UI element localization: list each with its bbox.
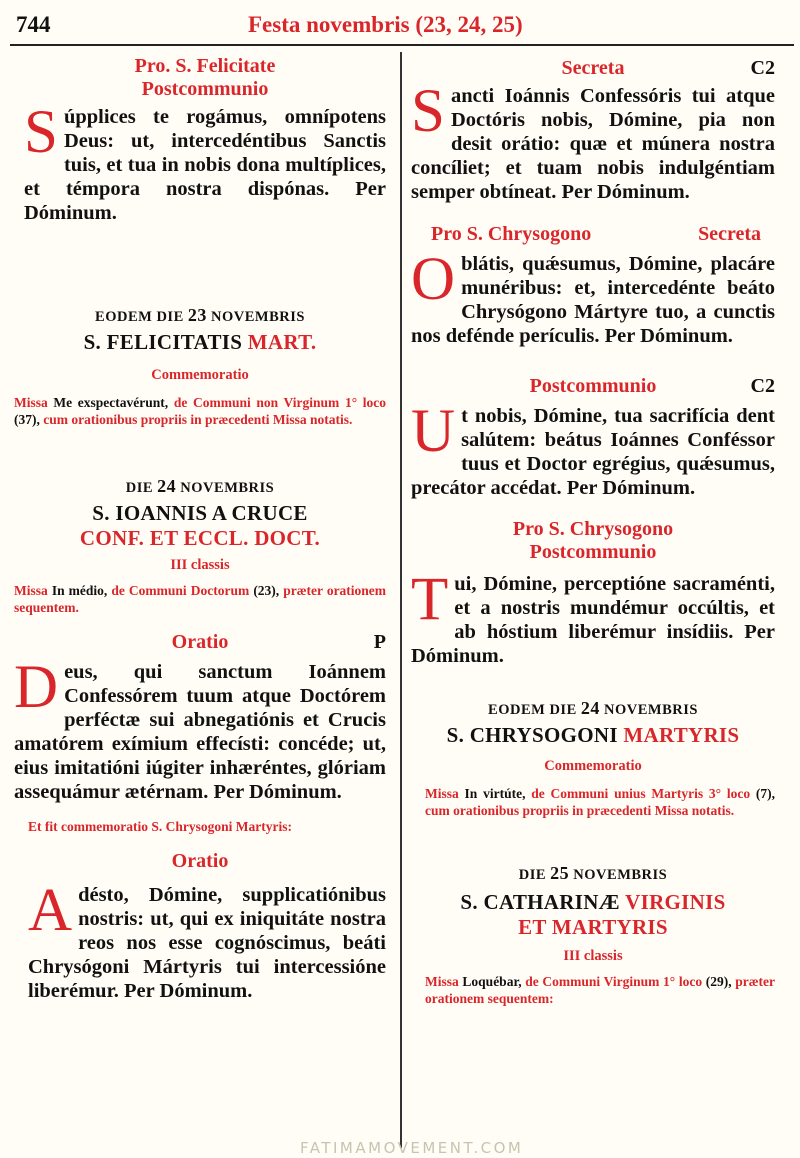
section-title-right: Secreta bbox=[698, 223, 761, 245]
day-month: NOVEMBRIS bbox=[604, 702, 698, 718]
prayer-text bbox=[411, 398, 775, 500]
drop-cap: O bbox=[411, 246, 456, 313]
drop-cap: U bbox=[411, 398, 456, 465]
classis-label: III classis bbox=[170, 557, 230, 573]
feast-name: S. CATHARINÆ bbox=[460, 890, 620, 914]
oratio-section bbox=[14, 630, 386, 804]
section-title: Pro. S. Felicitate bbox=[134, 55, 276, 77]
oratio-title: Oratio bbox=[171, 850, 229, 872]
feast-rank: MARTYRIS bbox=[623, 723, 740, 747]
secreta-title: Secreta bbox=[561, 57, 625, 79]
prayer-body: ui, Dómine, perceptióne sacraménti, et a nostris mundémur occúltis, et ab hóstium liberémur insídiis. Per Dóminum. bbox=[411, 573, 775, 667]
prayer-text bbox=[24, 99, 386, 225]
prayer-text bbox=[411, 78, 775, 204]
watermark: FATIMAMOVEMENT.COM bbox=[300, 1139, 524, 1157]
drop-cap: T bbox=[411, 566, 449, 633]
felicitatis-feast-section bbox=[14, 305, 386, 428]
section-title bbox=[411, 56, 775, 80]
prayer-body: désto, Dómine, supplicatiónibus nostris: ut, qui ex iniquitáte nostra reos nos esse cognóscimus, beáti Chrysógoni Mártyris tui intercessióne liberémur. Per Dóminum. bbox=[28, 884, 386, 1002]
mass-rubric: Missa In virtúte, de Communi unius Martyris 3° loco (7), cum orationibus propriis in præcedenti Missa notatis. bbox=[425, 786, 776, 818]
classis-label: III classis bbox=[563, 948, 623, 964]
feast-title: S. IOANNIS A CRUCE bbox=[92, 501, 308, 525]
chrysogoni-feast-section bbox=[411, 698, 775, 819]
feast-date bbox=[411, 698, 775, 719]
feast-rank: CONF. ET ECCL. DOCT. bbox=[79, 526, 321, 550]
prayer-text bbox=[411, 566, 775, 668]
secreta-chrysogono-section bbox=[411, 222, 775, 348]
mass-rubric: Missa Me exspectavérunt, de Communi non Virginum 1° loco (37), cum orationibus propriis in præcedenti Missa notatis. bbox=[14, 395, 386, 427]
section-title bbox=[14, 630, 386, 654]
section-title bbox=[411, 222, 775, 246]
feast-name: S. CHRYSOGONI bbox=[446, 723, 618, 747]
oratio-chrysogono-section bbox=[14, 849, 386, 1003]
oratio-tag: P bbox=[373, 631, 386, 653]
drop-cap: S bbox=[411, 78, 445, 145]
commemoratio-label: Commemoratio bbox=[544, 758, 642, 774]
section-subtitle: Postcommunio bbox=[529, 541, 657, 563]
day-prefix: DIE bbox=[518, 867, 547, 883]
feast-title bbox=[14, 330, 386, 355]
mass-rubric: Missa In médio, de Communi Doctorum (23), præter orationem sequentem. bbox=[14, 583, 387, 615]
prayer-body: eus, qui sanctum Ioánnem Confessórem tuum atque Doctórem perféctæ sui abnegatiónis et Crucis amatórem exímium effecísti: concéde; ut, eius imitatióni iúgiter inhæréntes, glóriam assequámur ætérnam. Per Dóminum. bbox=[14, 661, 386, 803]
section-subtitle: Postcommunio bbox=[141, 78, 269, 100]
day-prefix: DIE bbox=[125, 480, 154, 496]
oratio-title: Oratio bbox=[171, 631, 229, 653]
drop-cap: A bbox=[28, 877, 73, 944]
column-divider bbox=[400, 52, 402, 1148]
postcommunio-chrysogono-section bbox=[411, 518, 775, 668]
feast-date bbox=[14, 305, 386, 326]
page-header bbox=[0, 0, 800, 44]
day-number: 23 bbox=[187, 305, 207, 325]
feast-rank-2: ET MARTYRIS bbox=[518, 915, 668, 939]
prayer-body: t nobis, Dómine, tua sacrifícia dent salútem: beátus Ioánnes Conféssor tuus et Doctor egrégius, quǽsumus, precátor accédat. Per Dóminum. bbox=[411, 405, 775, 499]
catharinae-feast-section bbox=[411, 863, 775, 1007]
felicitate-postcommunio-section bbox=[14, 55, 386, 225]
day-number: 24 bbox=[580, 698, 600, 718]
feast-date bbox=[411, 863, 775, 884]
day-number: 24 bbox=[157, 476, 177, 496]
header-rule bbox=[10, 44, 794, 46]
postcommunio-section bbox=[411, 374, 775, 500]
day-month: NOVEMBRIS bbox=[573, 867, 668, 883]
prayer-text bbox=[14, 654, 386, 804]
day-number: 25 bbox=[550, 863, 570, 883]
secreta-section bbox=[411, 56, 775, 204]
section-title bbox=[411, 374, 775, 398]
running-title: Festa novembris (23, 24, 25) bbox=[248, 12, 523, 37]
feast-date bbox=[14, 476, 386, 497]
section-title: Pro S. Chrysogono bbox=[512, 518, 674, 540]
drop-cap: S bbox=[24, 99, 58, 166]
section-title bbox=[14, 849, 386, 873]
day-month: NOVEMBRIS bbox=[180, 480, 275, 496]
drop-cap: D bbox=[14, 654, 59, 721]
secreta-tag: C2 bbox=[750, 57, 775, 79]
page-number: 744 bbox=[16, 12, 51, 37]
feast-rank: VIRGINIS bbox=[625, 890, 726, 914]
day-month: NOVEMBRIS bbox=[211, 309, 305, 325]
mass-rubric: Missa Loquébar, de Communi Virginum 1° loco (29), præter orationem sequentem: bbox=[425, 974, 776, 1006]
postcommunio-tag: C2 bbox=[750, 375, 775, 397]
prayer-body: úpplices te rogámus, omnípotens Deus: ut, intercedéntibus Sanctis tuis, et tua in nobis dona multíplices, et témpora nostra dispónas. Per Dóminum. bbox=[24, 106, 386, 224]
prayer-text bbox=[14, 877, 386, 1003]
commemoratio-label: Commemoratio bbox=[151, 367, 249, 383]
feast-name: S. FELICITATIS bbox=[83, 330, 243, 354]
left-column bbox=[14, 50, 386, 1003]
section-title-left: Pro S. Chrysogono bbox=[431, 223, 592, 245]
feast-title bbox=[411, 890, 775, 915]
feast-title bbox=[411, 723, 775, 748]
prayer-body: ancti Ioánnis Confessóris tui atque Doctóris nobis, Dómine, pia non desit orátio: quæ et múnera nostra concíliet; et tuam nobis indulgéntiam semper obtíneat. Per Dóminum. bbox=[411, 85, 775, 203]
right-column bbox=[411, 50, 775, 1007]
prayer-body: blátis, quǽsumus, Dómine, placáre munéribus: et, intercedénte beáto Chrysógono Mártyre tuo, a cunctis nos defénde perículis. Per Dóminum. bbox=[411, 253, 775, 347]
feast-rank: MART. bbox=[247, 330, 317, 354]
ioannis-feast-section bbox=[14, 476, 386, 616]
postcommunio-title: Postcommunio bbox=[529, 375, 657, 397]
day-prefix: EODEM DIE bbox=[95, 309, 184, 325]
commemoration-note: Et fit commemoratio S. Chrysogoni Martyris: bbox=[28, 819, 292, 834]
prayer-text bbox=[411, 246, 775, 348]
day-prefix: EODEM DIE bbox=[488, 702, 577, 718]
